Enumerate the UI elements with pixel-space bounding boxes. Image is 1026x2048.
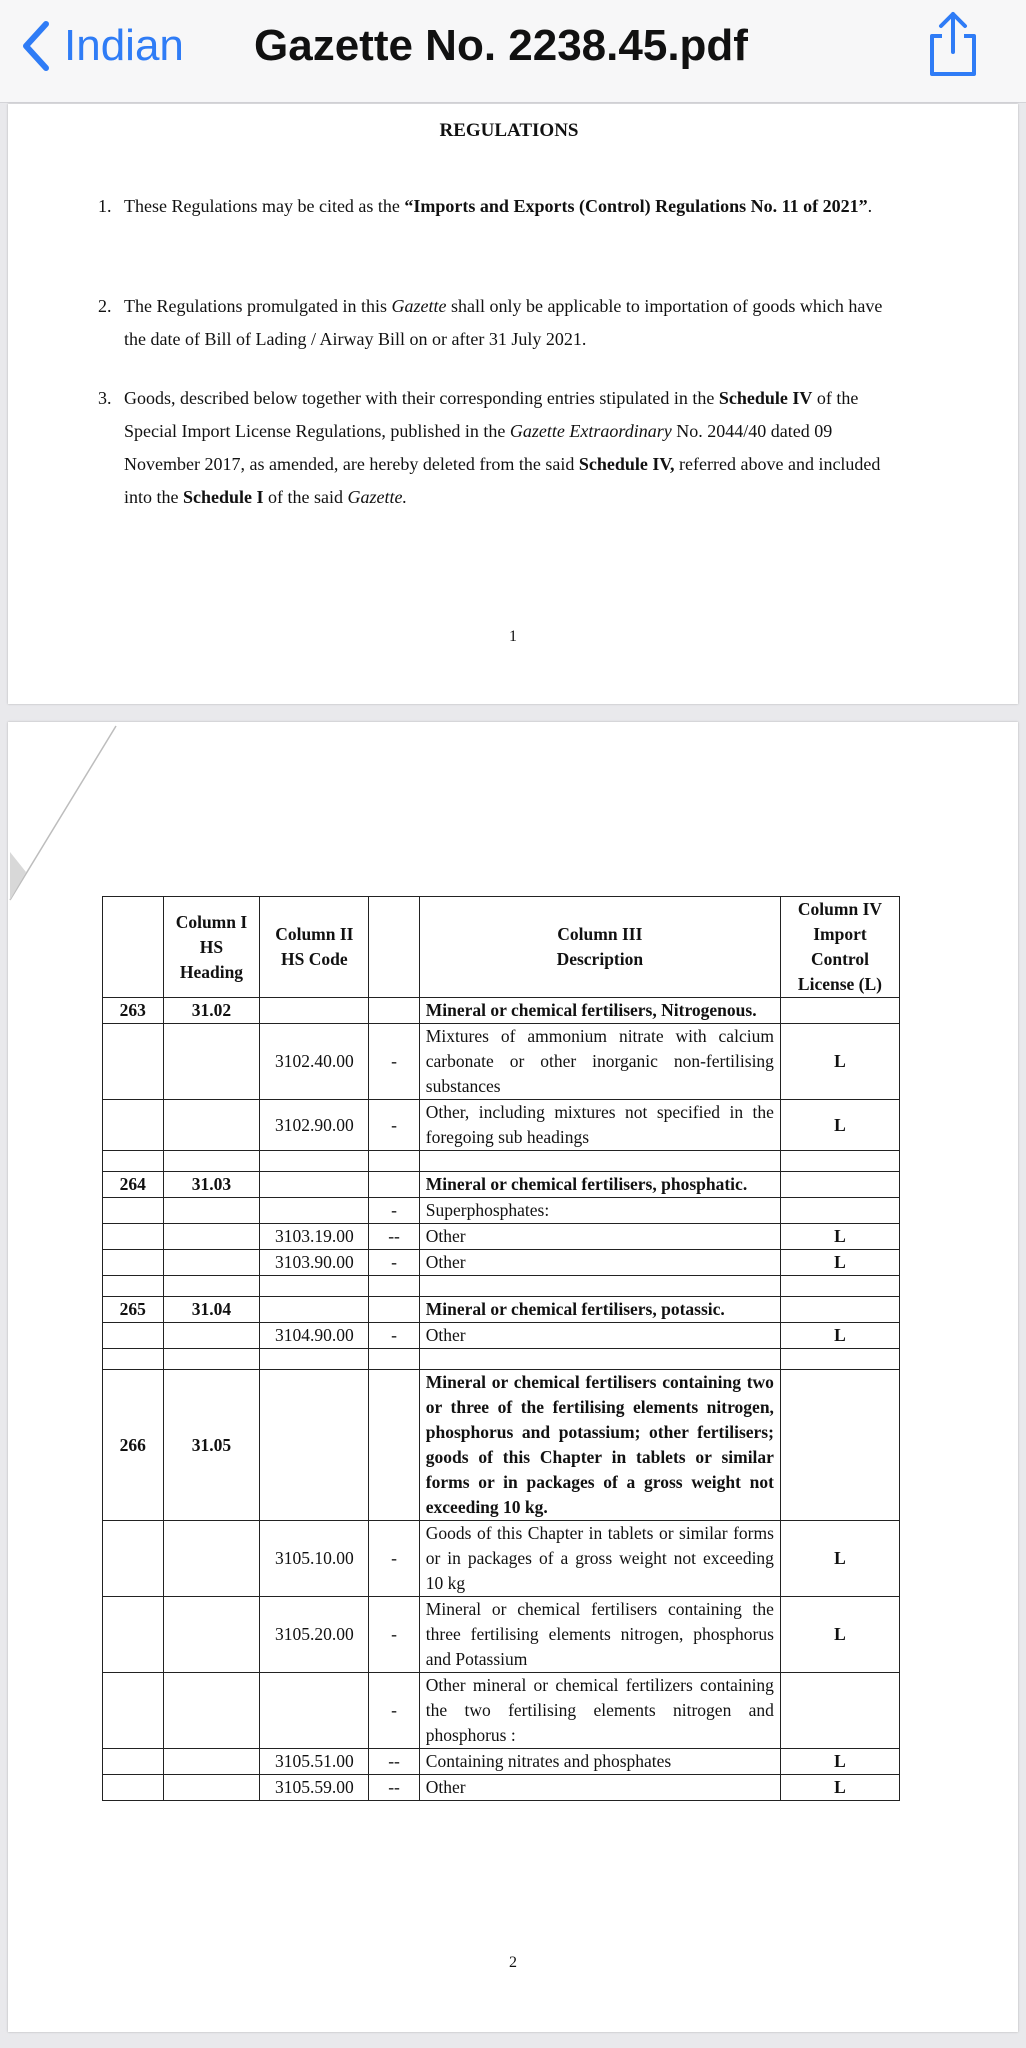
- dash-cell: [369, 1370, 419, 1521]
- schedule-table: [102, 896, 900, 1801]
- dash-cell: --: [369, 1749, 419, 1775]
- license-cell: [780, 998, 899, 1024]
- empty-cell: [260, 1349, 369, 1370]
- hs-code-cell: 3103.90.00: [260, 1250, 369, 1276]
- empty-cell: [369, 1349, 419, 1370]
- table-heading-row: [103, 1370, 900, 1521]
- item-text: Goods, described below together with their corresponding entries stipulated in the Schedule IV of the Special Import License Regulations, published in the Gazette Extraordinary No. 2044/40 dated 09 November 2017, as amended, are hereby deleted from the said Schedule IV, referred above and included into the Schedule I of the said Gazette.: [124, 388, 881, 507]
- back-button-label[interactable]: Indian: [64, 21, 184, 70]
- hs-code-cell: [260, 1370, 369, 1521]
- empty-cell: [103, 1276, 164, 1297]
- empty-cell: [419, 1151, 780, 1172]
- dash-cell: -: [369, 1323, 419, 1349]
- table-header-row: [103, 897, 900, 998]
- row-number-cell: [103, 1323, 164, 1349]
- description-cell: Mineral or chemical fertilisers, Nitrogenous.: [419, 998, 780, 1024]
- dash-cell: [369, 998, 419, 1024]
- page-number: 2: [509, 1954, 517, 1971]
- description-cell: Mineral or chemical fertilisers, potassic.: [419, 1297, 780, 1323]
- hs-code-cell: 3103.19.00: [260, 1224, 369, 1250]
- hs-heading-cell: [163, 1323, 260, 1349]
- pdf-page-1: [8, 104, 1018, 704]
- regulation-item-1: [98, 190, 894, 223]
- empty-cell: [163, 1349, 260, 1370]
- table-row: [103, 1224, 900, 1250]
- hs-heading-cell: [163, 1100, 260, 1151]
- pdf-page-2: [8, 722, 1018, 2032]
- table-row: [103, 1521, 900, 1597]
- folded-corner-mark: [8, 722, 128, 902]
- table-row: [103, 1024, 900, 1100]
- hs-heading-cell: 31.04: [163, 1297, 260, 1323]
- header-cell-dash: [369, 897, 419, 998]
- row-number-cell: [103, 1198, 164, 1224]
- description-cell: Other: [419, 1224, 780, 1250]
- empty-cell: [780, 1276, 899, 1297]
- description-cell: Other: [419, 1323, 780, 1349]
- license-cell: L: [780, 1521, 899, 1597]
- item-number: 2.: [98, 296, 112, 316]
- empty-cell: [780, 1349, 899, 1370]
- license-cell: L: [780, 1224, 899, 1250]
- description-cell: Other: [419, 1775, 780, 1801]
- license-cell: [780, 1297, 899, 1323]
- hs-heading-cell: [163, 1024, 260, 1100]
- header-cell-number: [103, 897, 164, 998]
- hs-heading-cell: [163, 1749, 260, 1775]
- empty-cell: [419, 1349, 780, 1370]
- table-row: [103, 1100, 900, 1151]
- row-number-cell: [103, 1521, 164, 1597]
- header-column-4: Column IV Import Control License (L): [780, 897, 899, 998]
- hs-heading-cell: [163, 1597, 260, 1673]
- empty-cell: [369, 1276, 419, 1297]
- hs-code-cell: [260, 1198, 369, 1224]
- license-cell: [780, 1673, 899, 1749]
- description-cell: Other: [419, 1250, 780, 1276]
- license-cell: L: [780, 1597, 899, 1673]
- hs-code-cell: [260, 998, 369, 1024]
- regulation-item-2: [98, 290, 894, 356]
- item-number: 1.: [98, 196, 112, 216]
- item-text: These Regulations may be cited as the “Imports and Exports (Control) Regulations No. 11 of 2021”.: [124, 196, 873, 216]
- page-number: 1: [509, 628, 517, 645]
- hs-heading-cell: 31.02: [163, 998, 260, 1024]
- license-cell: L: [780, 1024, 899, 1100]
- schedule-table-body: [103, 897, 900, 1801]
- empty-cell: [103, 1151, 164, 1172]
- item-text: The Regulations promulgated in this Gazette shall only be applicable to importation of goods which have the date of Bill of Lading / Airway Bill on or after 31 July 2021.: [124, 296, 883, 349]
- hs-code-cell: 3102.40.00: [260, 1024, 369, 1100]
- hs-code-cell: 3105.51.00: [260, 1749, 369, 1775]
- empty-cell: [419, 1276, 780, 1297]
- table-row: [103, 1749, 900, 1775]
- table-heading-row: [103, 998, 900, 1024]
- share-icon: [922, 8, 984, 80]
- hs-heading-cell: 31.03: [163, 1172, 260, 1198]
- dash-cell: --: [369, 1775, 419, 1801]
- table-spacer-row: [103, 1276, 900, 1297]
- regulations-heading: REGULATIONS: [439, 120, 579, 141]
- row-number-cell: [103, 1597, 164, 1673]
- dash-cell: -: [369, 1198, 419, 1224]
- hs-code-cell: [260, 1297, 369, 1323]
- empty-cell: [103, 1349, 164, 1370]
- description-cell: Other, including mixtures not specified in the foregoing sub headings: [419, 1100, 780, 1151]
- row-number-cell: [103, 1775, 164, 1801]
- table-row: [103, 1250, 900, 1276]
- table-row: [103, 1673, 900, 1749]
- hs-heading-cell: [163, 1521, 260, 1597]
- row-number-cell: [103, 1100, 164, 1151]
- share-button[interactable]: [922, 8, 984, 80]
- description-cell: Goods of this Chapter in tablets or similar forms or in packages of a gross weight not exceeding 10 kg: [419, 1521, 780, 1597]
- license-cell: L: [780, 1749, 899, 1775]
- description-cell: Superphosphates:: [419, 1198, 780, 1224]
- hs-code-cell: [260, 1172, 369, 1198]
- empty-cell: [780, 1151, 899, 1172]
- description-cell: Mineral or chemical fertilisers containing two or three of the fertilising elements nitrogen, phosphorus and potassium; other fertilisers; goods of this Chapter in tablets or similar forms or in packages of a gross weight not exceeding 10 kg.: [419, 1370, 780, 1521]
- dash-cell: -: [369, 1024, 419, 1100]
- table-row: [103, 1198, 900, 1224]
- description-cell: Mineral or chemical fertilisers, phosphatic.: [419, 1172, 780, 1198]
- regulation-item-3: [98, 382, 894, 514]
- dash-cell: --: [369, 1224, 419, 1250]
- description-cell: Mixtures of ammonium nitrate with calcium carbonate or other inorganic non-fertilising substances: [419, 1024, 780, 1100]
- license-cell: [780, 1370, 899, 1521]
- empty-cell: [163, 1151, 260, 1172]
- license-cell: L: [780, 1250, 899, 1276]
- table-row: [103, 1775, 900, 1801]
- header-column-2: Column II HS Code: [260, 897, 369, 998]
- row-number-cell: 265: [103, 1297, 164, 1323]
- description-cell: Other mineral or chemical fertilizers containing the two fertilising elements nitrogen and phosphorus :: [419, 1673, 780, 1749]
- table-row: [103, 1597, 900, 1673]
- row-number-cell: [103, 1749, 164, 1775]
- hs-code-cell: 3105.20.00: [260, 1597, 369, 1673]
- row-number-cell: [103, 1224, 164, 1250]
- item-number: 3.: [98, 388, 112, 408]
- dash-cell: -: [369, 1100, 419, 1151]
- hs-code-cell: 3105.10.00: [260, 1521, 369, 1597]
- header-column-1: Column I HS Heading: [163, 897, 260, 998]
- dash-cell: [369, 1297, 419, 1323]
- license-cell: [780, 1172, 899, 1198]
- license-cell: [780, 1198, 899, 1224]
- hs-heading-cell: [163, 1198, 260, 1224]
- dash-cell: [369, 1172, 419, 1198]
- dash-cell: -: [369, 1597, 419, 1673]
- header-column-3: Column III Description: [419, 897, 780, 998]
- table-heading-row: [103, 1297, 900, 1323]
- hs-heading-cell: [163, 1775, 260, 1801]
- hs-code-cell: 3104.90.00: [260, 1323, 369, 1349]
- hs-code-cell: 3105.59.00: [260, 1775, 369, 1801]
- empty-cell: [369, 1151, 419, 1172]
- dash-cell: -: [369, 1250, 419, 1276]
- hs-heading-cell: [163, 1250, 260, 1276]
- description-cell: Mineral or chemical fertilisers containing the three fertilising elements nitrogen, phosphorus and Potassium: [419, 1597, 780, 1673]
- chevron-left-icon: [18, 18, 54, 74]
- hs-code-cell: 3102.90.00: [260, 1100, 369, 1151]
- table-spacer-row: [103, 1349, 900, 1370]
- row-number-cell: 266: [103, 1370, 164, 1521]
- hs-heading-cell: [163, 1224, 260, 1250]
- license-cell: L: [780, 1775, 899, 1801]
- hs-heading-cell: [163, 1673, 260, 1749]
- row-number-cell: 264: [103, 1172, 164, 1198]
- license-cell: L: [780, 1323, 899, 1349]
- table-row: [103, 1323, 900, 1349]
- empty-cell: [260, 1276, 369, 1297]
- back-button[interactable]: [18, 14, 184, 78]
- row-number-cell: 263: [103, 998, 164, 1024]
- top-navigation-bar: [0, 0, 1026, 103]
- document-title: Gazette No. 2238.45.pdf: [254, 21, 748, 70]
- table-spacer-row: [103, 1151, 900, 1172]
- dash-cell: -: [369, 1521, 419, 1597]
- row-number-cell: [103, 1024, 164, 1100]
- table-heading-row: [103, 1172, 900, 1198]
- description-cell: Containing nitrates and phosphates: [419, 1749, 780, 1775]
- dash-cell: -: [369, 1673, 419, 1749]
- empty-cell: [163, 1276, 260, 1297]
- row-number-cell: [103, 1250, 164, 1276]
- license-cell: L: [780, 1100, 899, 1151]
- hs-heading-cell: 31.05: [163, 1370, 260, 1521]
- row-number-cell: [103, 1673, 164, 1749]
- empty-cell: [260, 1151, 369, 1172]
- hs-code-cell: [260, 1673, 369, 1749]
